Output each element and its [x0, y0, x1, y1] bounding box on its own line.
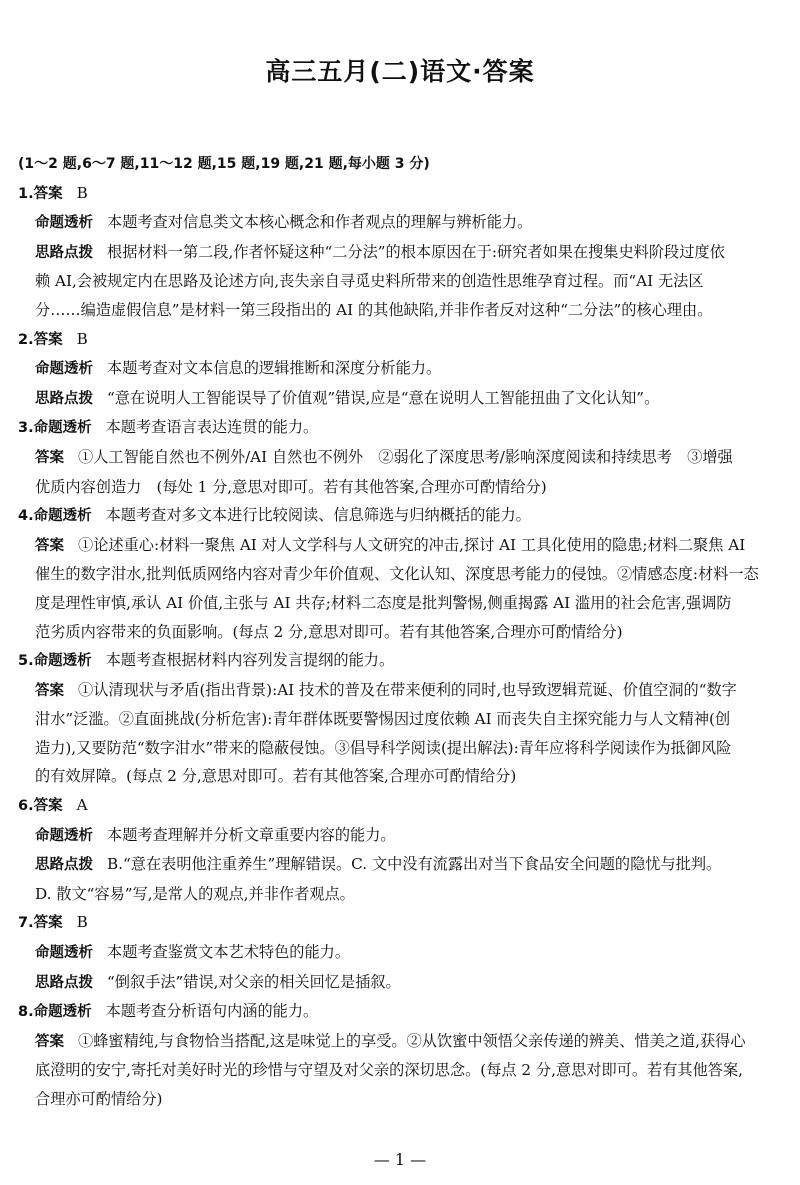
- scoring-intro: (1～2 题,6～7 题,11～12 题,15 题,19 题,21 题,每小题 3 分): [18, 156, 430, 172]
- answer-body: [18, 150, 786, 1114]
- answer-label: 答案: [35, 1033, 64, 1050]
- q1-number: 1.: [18, 185, 34, 202]
- q5-answer-line-4: 的有效屏障。(每点 2 分,意思对即可。若有其他答案,合理亦可酌情给分): [35, 767, 517, 786]
- q6-analysis-line: [18, 821, 786, 851]
- analysis-label: 命题透析: [33, 1004, 92, 1021]
- q1-hint-line: [18, 238, 786, 268]
- q5-answer-line-3: 造力),又要防范“数字泔水”带来的隐蔽侵蚀。③倡导科学阅读(提出解法):青年应将科学阅读作为抵御风险: [35, 738, 732, 757]
- q4-analysis: 本题考查对多文本进行比较阅读、信息筛选与归纳概括的能力。: [105, 506, 531, 525]
- q1-answer-line: [18, 179, 786, 209]
- q3-answer-line: [18, 443, 786, 473]
- analysis-label: 命题透析: [35, 945, 93, 962]
- q3-answer-line-2: 优质内容创造力 (每处 1 分,意思对即可。若有其他答案,合理亦可酌情给分): [35, 477, 547, 496]
- q3-analysis-line: [18, 413, 786, 443]
- q2-number: 2.: [18, 331, 34, 348]
- q6-hint-line: [18, 850, 786, 880]
- hint-label: 思路点拨: [35, 974, 93, 991]
- q5-answer-line-2: 泔水”泛滥。②直面挑战(分析危害):青年群体既要警惕因过度依赖 AI 而丧失自主探究能力与人文精神(创: [35, 710, 731, 729]
- q8-answer-text: ①蜂蜜精纯,与食物恰当搭配,这是味觉上的享受。②从饮蜜中领悟父亲传递的辨美、惜美之道,获得心: [78, 1031, 746, 1050]
- analysis-label: 命题透析: [35, 215, 93, 232]
- q5-analysis-line: [18, 646, 786, 676]
- q2-answer: B: [76, 329, 88, 348]
- q7-analysis: 本题考查鉴赏文本艺术特色的能力。: [107, 943, 350, 962]
- page-title: 高三五月(二)语文·答案: [265, 57, 535, 86]
- q4-answer-line-2: 催生的数字泔水,批判低质网络内容对青少年价值观、文化认知、深度思考能力的侵蚀。②情感态度:材料一态: [35, 565, 759, 584]
- q6-analysis: 本题考查理解并分析文章重要内容的能力。: [107, 825, 396, 844]
- page-number: — 1 —: [373, 1150, 427, 1169]
- q6-hint-line-2: D. 散文“容易”写,是常人的观点,并非作者观点。: [35, 884, 355, 903]
- q2-hint-line: [18, 384, 786, 414]
- q8-number: 8.: [18, 1004, 34, 1021]
- q1-hint-line-3: 分……编造虚假信息”是材料一第三段指出的 AI 的其他缺陷,并非作者反对这种“二分法”的核心理由。: [35, 300, 713, 319]
- answer-label: 答案: [33, 331, 63, 348]
- q1-analysis: 本题考查对信息类文本核心概念和作者观点的理解与辨析能力。: [107, 213, 533, 232]
- q5-analysis: 本题考查根据材料内容列发言提纲的能力。: [105, 651, 395, 670]
- q8-answer-line-3: 合理亦可酌情给分): [35, 1090, 163, 1108]
- answer-label: 答案: [33, 798, 63, 815]
- analysis-label: 命题透析: [35, 361, 93, 378]
- q4-number: 4.: [18, 508, 34, 525]
- hint-label: 思路点拨: [35, 390, 93, 407]
- q7-hint: “倒叙手法”错误,对父亲的相关回忆是插叙。: [107, 972, 401, 991]
- q8-answer-line-2: 底澄明的安宁,寄托对美好时光的珍惜与守望及对父亲的深切思念。(每点 2 分,意思对即可。若有其他答案,: [35, 1061, 743, 1080]
- q1-hint-text: 根据材料一第二段,作者怀疑这种“二分法”的根本原因在于:研究者如果在搜集史料阶段过度依: [107, 242, 725, 261]
- q8-analysis-line: [18, 997, 786, 1027]
- q5-answer-text: ①认清现状与矛盾(指出背景):AI 技术的普及在带来便利的同时,也导致逻辑荒诞、价值空洞的“数字: [78, 680, 737, 699]
- q1-answer: B: [76, 183, 88, 202]
- hint-label: 思路点拨: [35, 857, 93, 874]
- q1-hint-line-2: 赖 AI,会被规定内在思路及论述方向,丧失亲自寻觅史料所带来的创造性思维孕育过程。而“AI 无法区: [35, 272, 704, 291]
- q7-hint-line: [18, 968, 786, 998]
- q1-analysis-line: [18, 208, 786, 238]
- analysis-label: 命题透析: [33, 653, 92, 670]
- q5-answer-line: [18, 676, 786, 706]
- q7-analysis-line: [18, 938, 786, 968]
- q4-answer-line-3: 度是理性审慎,承认 AI 价值,主张与 AI 共存;材料二态度是批判警惕,侧重揭露 AI 滥用的社会危害,强调防: [35, 593, 732, 612]
- q4-answer-line-4: 范劣质内容带来的负面影响。(每点 2 分,意思对即可。若有其他答案,合理亦可酌情给分): [35, 622, 623, 641]
- analysis-label: 命题透析: [33, 420, 92, 437]
- q7-answer-line: [18, 908, 786, 938]
- q3-number: 3.: [18, 420, 34, 437]
- q4-answer-line: [18, 531, 786, 561]
- q2-analysis: 本题考查对文本信息的逻辑推断和深度分析能力。: [107, 359, 442, 378]
- answer-label: 答案: [35, 682, 64, 699]
- q4-answer-text: ①论述重心:材料一聚焦 AI 对人文学科与人文研究的冲击,探讨 AI 工具化使用的隐患;材料二聚焦 AI: [78, 535, 746, 554]
- q6-number: 6.: [18, 798, 34, 815]
- q8-analysis: 本题考查分析语句内涵的能力。: [105, 1002, 319, 1021]
- q7-number: 7.: [18, 915, 34, 932]
- answer-label: 答案: [35, 537, 64, 554]
- q2-answer-line: [18, 325, 786, 355]
- q6-answer-line: [18, 791, 786, 821]
- q3-answer-text: ①人工智能自然也不例外/AI 自然也不例外 ②弱化了深度思考/影响深度阅读和持续思考 ③增强: [78, 447, 733, 466]
- q8-answer-line: [18, 1027, 786, 1057]
- q7-answer: B: [76, 913, 88, 932]
- q5-number: 5.: [18, 653, 34, 670]
- answer-label: 答案: [33, 915, 63, 932]
- answer-label: 答案: [35, 449, 64, 466]
- q6-hint-text: B.“意在表明他注重养生”理解错误。C. 文中没有流露出对当下食品安全问题的隐忧与批判。: [107, 855, 722, 874]
- q3-analysis: 本题考查语言表达连贯的能力。: [105, 418, 319, 437]
- analysis-label: 命题透析: [35, 827, 93, 844]
- q4-analysis-line: [18, 501, 786, 531]
- analysis-label: 命题透析: [33, 508, 92, 525]
- q2-analysis-line: [18, 354, 786, 384]
- hint-label: 思路点拨: [35, 244, 93, 261]
- q6-answer: A: [76, 796, 88, 815]
- q2-hint: “意在说明人工智能误导了价值观”错误,应是“意在说明人工智能扭曲了文化认知”。: [107, 388, 660, 407]
- answer-label: 答案: [33, 185, 63, 202]
